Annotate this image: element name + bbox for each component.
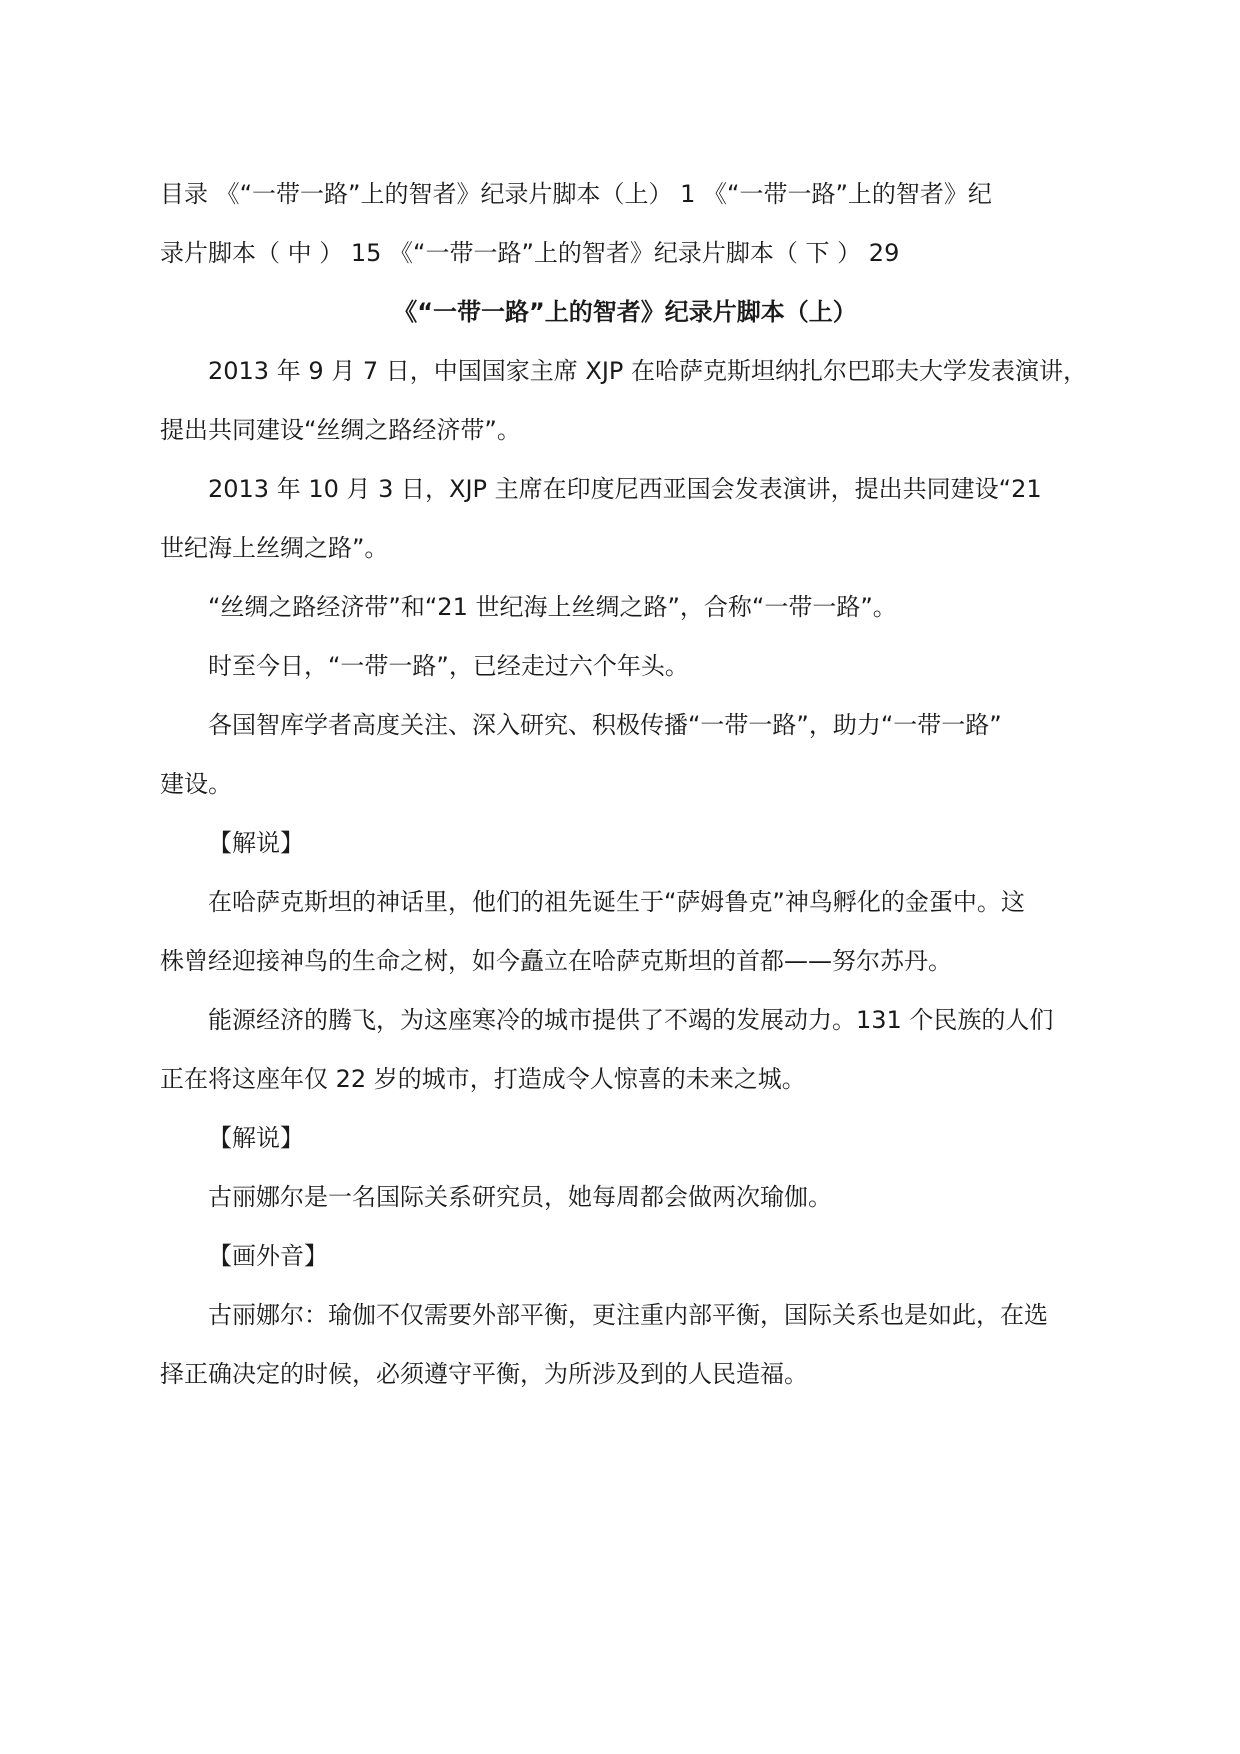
toc-line-2: 录片脚本（ 中 ） 15 《“一带一路”上的智者》纪录片脚本（ 下 ） 29 bbox=[160, 239, 900, 267]
paragraph-line: 时至今日，“一带一路”，已经走过六个年头。 bbox=[208, 652, 689, 680]
paragraph-line: 古丽娜尔是一名国际关系研究员，她每周都会做两次瑜伽。 bbox=[208, 1183, 832, 1211]
section-label: 【解说】 bbox=[208, 1124, 304, 1152]
paragraph-line: 提出共同建设“丝绸之路经济带”。 bbox=[160, 416, 521, 444]
document-title: 《“一带一路”上的智者》纪录片脚本（上） bbox=[393, 298, 857, 326]
paragraph-line: 建设。 bbox=[160, 770, 232, 798]
paragraph-line: “丝绸之路经济带”和“21 世纪海上丝绸之路”，合称“一带一路”。 bbox=[208, 593, 897, 621]
paragraph-line: 能源经济的腾飞，为这座寒冷的城市提供了不竭的发展动力。131 个民族的人们 bbox=[208, 1006, 1054, 1034]
paragraph-line: 择正确决定的时候，必须遵守平衡，为所涉及到的人民造福。 bbox=[160, 1360, 808, 1388]
paragraph-line: 株曾经迎接神鸟的生命之树，如今矗立在哈萨克斯坦的首都——努尔苏丹。 bbox=[160, 947, 952, 975]
paragraph-line: 各国智库学者高度关注、深入研究、积极传播“一带一路”，助力“一带一路” bbox=[208, 711, 1002, 739]
paragraph-line: 在哈萨克斯坦的神话里，他们的祖先诞生于“萨姆鲁克”神鸟孵化的金蛋中。这 bbox=[208, 888, 1025, 916]
paragraph-line: 2013 年 10 月 3 日，XJP 主席在印度尼西亚国会发表演讲，提出共同建设“21 bbox=[208, 475, 1042, 503]
toc-line-1: 目录 《“一带一路”上的智者》纪录片脚本（上） 1 《“一带一路”上的智者》纪 bbox=[160, 180, 992, 208]
paragraph-line: 世纪海上丝绸之路”。 bbox=[160, 534, 389, 562]
paragraph-line: 正在将这座年仅 22 岁的城市，打造成令人惊喜的未来之城。 bbox=[160, 1065, 806, 1093]
paragraph-line: 2013 年 9 月 7 日，中国国家主席 XJP 在哈萨克斯坦纳扎尔巴耶夫大学发表演讲， bbox=[208, 357, 1088, 385]
section-label: 【解说】 bbox=[208, 829, 304, 857]
section-label: 【画外音】 bbox=[208, 1242, 328, 1270]
paragraph-line: 古丽娜尔：瑜伽不仅需要外部平衡，更注重内部平衡，国际关系也是如此，在选 bbox=[208, 1301, 1048, 1329]
